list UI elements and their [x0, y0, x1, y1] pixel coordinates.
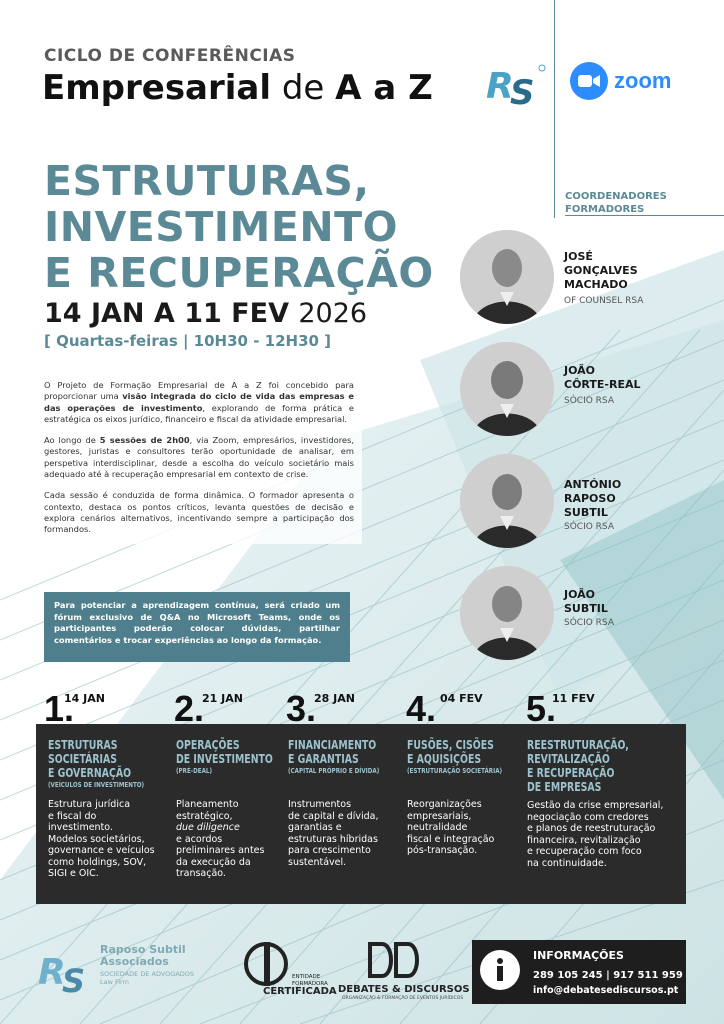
session-date: 21 JAN [202, 692, 243, 705]
session-number: 2. [174, 688, 205, 729]
coordinator-photo [460, 342, 554, 436]
session-card [288, 738, 402, 868]
session-subtitle: (VEÍCULOS DE INVESTIMENTO) [48, 781, 145, 789]
course-title [44, 158, 434, 296]
course-schedule: [ Quartas-feiras | 10H30 - 12H30 ] [44, 332, 332, 350]
course-description [36, 372, 362, 544]
svg-text:S: S [62, 962, 86, 998]
info-icon [480, 950, 520, 990]
svg-text:R: R [486, 66, 514, 107]
session-card [407, 738, 526, 857]
session-description: Reorganizações empresariais, neutralidade fiscal e integração pós-transação. [407, 799, 495, 856]
session-subtitle: (ESTRUTURAÇÃO SOCIETÁRIA) [407, 767, 503, 775]
coordinator-photo [460, 454, 554, 548]
session-subtitle: (CAPITAL PRÓPRIO E DÍVIDA) [288, 767, 380, 775]
coordinators-divider [565, 215, 724, 216]
description-paragraph: Cada sessão é conduzida de forma dinâmica. O formador apresenta o contexto, destaca os pontos críticos, levanta questões de decisão e explora cenários alternativos, incentivando sempre a participação dos formandos. [44, 490, 354, 535]
session-title: ESTRUTURAS SOCIETÁRIAS E GOVERNAÇÃO [48, 738, 132, 780]
session-card [527, 738, 663, 869]
debates-discursos-logo [366, 940, 422, 980]
description-paragraph: Ao longo de 5 sessões de 2h00, via Zoom, empresários, investidores, gestores, juristas e consultores terão oportunidade de analisar, em perspetiva interdisciplinar, desde a escolha do veículo societário mais adequado até à recuperação empresarial em contexto de crise. [44, 435, 354, 480]
info-email[interactable]: info@debatesediscursos.pt [533, 985, 679, 996]
series-title: Empresarial de A a Z [42, 68, 433, 108]
session-description: Estrutura jurídica e fiscal do investimento. Modelos societários, governance e veículos como holdings, SOV, SIGI e OIC. [48, 799, 155, 879]
session-title: FUSÕES, CISÕES E AQUISIÇÕES [407, 738, 494, 766]
coordinator-photo [460, 566, 554, 660]
session-card [176, 738, 300, 880]
session-number: 5. [526, 688, 557, 729]
series-label: CICLO DE CONFERÊNCIAS [44, 46, 296, 66]
course-title-line: INVESTIMENTO [44, 203, 398, 251]
info-panel [472, 940, 686, 1004]
session-title: OPERAÇÕES DE INVESTIMENTO [176, 738, 273, 766]
course-title-line: E RECUPERAÇÃO [44, 249, 434, 297]
certified-entity-logo [244, 940, 292, 988]
session-description: Instrumentos de capital e dívida, garantias e estruturas híbridas para crescimento sustentável. [288, 799, 379, 868]
session-date: 11 FEV [552, 692, 595, 705]
rs-logo [484, 60, 548, 108]
info-phone: 289 105 245 | 917 511 959 [533, 970, 683, 981]
session-title: FINANCIAMENTO E GARANTIAS [288, 738, 377, 766]
session-date: 14 JAN [64, 692, 105, 705]
session-number: 4. [406, 688, 437, 729]
certified-entity-text: ENTIDADE FORMADORA [292, 974, 328, 987]
raposo-subtil-subtitle: SOCIEDADE DE ADVOGADOS Law Firm [100, 970, 195, 986]
video-camera-icon [570, 62, 608, 100]
course-dates: 14 JAN A 11 FEV 2026 [44, 298, 368, 329]
session-card [48, 738, 168, 880]
session-number: 1. [44, 688, 75, 729]
svg-text:S: S [510, 73, 535, 108]
certified-word: CERTIFICADA [263, 986, 337, 997]
session-title: REESTRUTURAÇÃO, REVITALIZAÇÃO E RECUPERAÇÃO DE EMPRESAS [527, 738, 629, 794]
coordinators-heading: COORDENADORES FORMADORES [565, 191, 667, 215]
session-date: 28 JAN [314, 692, 355, 705]
zoom-wordmark: zoom [614, 68, 672, 93]
debates-discursos-name: DEBATES & DISCURSOS [338, 984, 470, 995]
zoom-logo [570, 62, 671, 100]
description-paragraph: O Projeto de Formação Empresarial de A a Z foi concebido para proporcionar uma visão integrada do ciclo de vida das empresas e das operações de investimento, explorando de forma prática e estratégica os eixos jurídico, financeiro e fiscal da atividade empresarial. [44, 380, 354, 424]
forum-callout: Para potenciar a aprendizagem contínua, será criado um fórum exclusivo de Q&A no Microsoft Teams, onde os participantes poderão colocar dúvidas, partilhar comentários e trocar experiências ao longo da formação. [44, 592, 350, 662]
session-date: 04 FEV [440, 692, 483, 705]
session-subtitle: (PRÉ-DEAL) [176, 767, 213, 775]
coordinator-photo [460, 230, 554, 324]
session-description: Planeamento estratégico, due diligence e acordos preliminares antes da execução da transação. [176, 799, 265, 879]
raposo-subtil-logo [38, 944, 98, 998]
header-divider [554, 0, 555, 218]
session-description: Gestão da crise empresarial, negociação com credores e planos de reestruturação financeira, revitalização e recuperação com foco na continuidade. [527, 800, 664, 869]
raposo-subtil-name: Raposo Subtil Associados [100, 943, 186, 968]
svg-text:R: R [38, 952, 66, 993]
course-title-line: ESTRUTURAS, [44, 157, 370, 205]
session-number: 3. [286, 688, 317, 729]
info-title: INFORMAÇÕES [533, 949, 624, 962]
sessions-panel [36, 724, 686, 904]
debates-discursos-subtitle: ORGANIZAÇÃO & FORMAÇÃO DE EVENTOS JURÍDICOS [342, 996, 464, 1001]
